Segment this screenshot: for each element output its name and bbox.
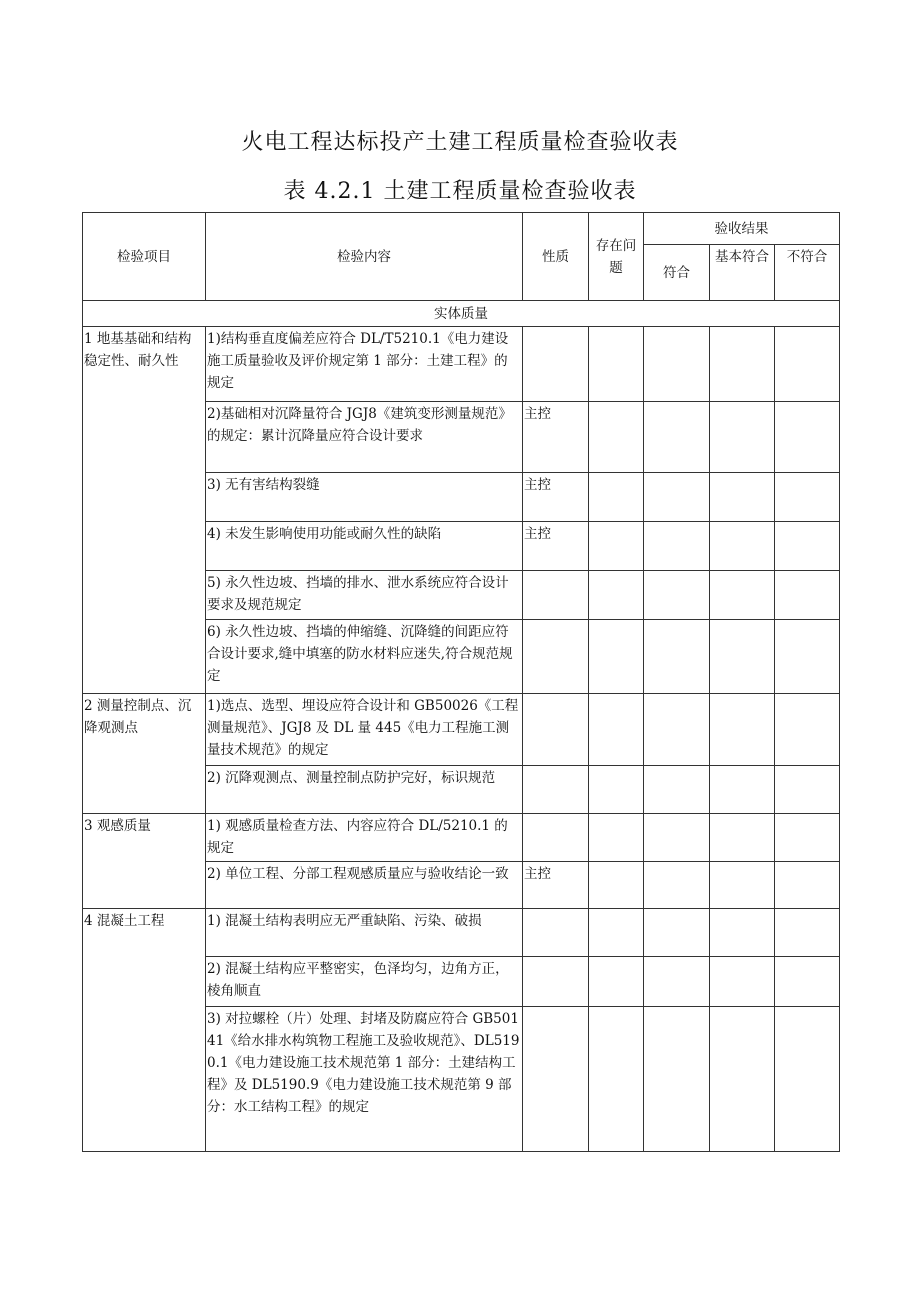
issues-cell[interactable] <box>589 327 644 402</box>
conform-cell[interactable] <box>644 327 710 402</box>
nonconform-cell[interactable] <box>775 522 840 571</box>
header-basic-conform: 基本符合 <box>710 245 775 301</box>
table-row <box>83 694 840 766</box>
issues-cell[interactable] <box>589 814 644 862</box>
basic-conform-cell[interactable] <box>710 473 775 522</box>
issues-cell[interactable] <box>589 909 644 957</box>
basic-conform-cell[interactable] <box>710 814 775 862</box>
conform-cell[interactable] <box>644 814 710 862</box>
inspection-content: 3) 对拉螺栓（片）处理、封堵及防腐应符合 GB50141《给水排水构筑物工程施工及验收规范》、DL5190.1《电力建设施工技术规范第 1 部分：土建结构工程》及 DL5190.9《电力建设施工技术规范第 9 部分：水工结构工程》的规定 <box>206 1007 523 1152</box>
nature-cell <box>523 571 589 620</box>
nature-cell <box>523 814 589 862</box>
header-result: 验收结果 <box>644 213 840 245</box>
issues-cell[interactable] <box>589 1007 644 1152</box>
nature-cell: 主控 <box>523 473 589 522</box>
issues-cell[interactable] <box>589 402 644 473</box>
issues-cell[interactable] <box>589 522 644 571</box>
nonconform-cell[interactable] <box>775 957 840 1007</box>
header-conform: 符合 <box>644 245 710 301</box>
conform-cell[interactable] <box>644 694 710 766</box>
conform-cell[interactable] <box>644 620 710 694</box>
form-title: 火电工程达标投产土建工程质量检查验收表 <box>241 130 679 155</box>
basic-conform-cell[interactable] <box>710 909 775 957</box>
basic-conform-cell[interactable] <box>710 522 775 571</box>
inspection-item: 3 观感质量 <box>83 814 206 909</box>
issues-cell[interactable] <box>589 571 644 620</box>
nonconform-cell[interactable] <box>775 473 840 522</box>
nature-cell: 主控 <box>523 402 589 473</box>
basic-conform-cell[interactable] <box>710 766 775 814</box>
inspection-table <box>82 212 840 1152</box>
nature-cell <box>523 1007 589 1152</box>
basic-conform-cell[interactable] <box>710 327 775 402</box>
basic-conform-cell[interactable] <box>710 620 775 694</box>
issues-cell[interactable] <box>589 766 644 814</box>
nature-cell: 主控 <box>523 862 589 909</box>
basic-conform-cell[interactable] <box>710 402 775 473</box>
conform-cell[interactable] <box>644 862 710 909</box>
conform-cell[interactable] <box>644 473 710 522</box>
inspection-item: 2 测量控制点、沉降观测点 <box>83 694 206 814</box>
header-issues: 存在问题 <box>589 213 644 301</box>
header-nonconform: 不符合 <box>775 245 840 301</box>
inspection-content: 1)结构垂直度偏差应符合 DL/T5210.1《电力建设施工质量验收及评价规定第 1 部分：土建工程》的规定 <box>206 327 523 402</box>
nonconform-cell[interactable] <box>775 402 840 473</box>
nonconform-cell[interactable] <box>775 620 840 694</box>
inspection-item: 1 地基基础和结构稳定性、耐久性 <box>83 327 206 694</box>
inspection-content: 4) 未发生影响使用功能或耐久性的缺陷 <box>206 522 523 571</box>
nature-cell <box>523 957 589 1007</box>
issues-cell[interactable] <box>589 957 644 1007</box>
basic-conform-cell[interactable] <box>710 571 775 620</box>
inspection-item: 4 混凝土工程 <box>83 909 206 1152</box>
nature-cell: 主控 <box>523 522 589 571</box>
conform-cell[interactable] <box>644 957 710 1007</box>
section-title: 实体质量 <box>83 301 840 327</box>
basic-conform-cell[interactable] <box>710 957 775 1007</box>
nonconform-cell[interactable] <box>775 1007 840 1152</box>
table-row <box>83 909 840 957</box>
nature-cell <box>523 620 589 694</box>
issues-cell[interactable] <box>589 862 644 909</box>
inspection-content: 6) 永久性边坡、挡墙的伸缩缝、沉降缝的间距应符合设计要求,缝中填塞的防水材料应迷失,符合规范规定 <box>206 620 523 694</box>
table-row <box>83 814 840 862</box>
inspection-content: 3) 无有害结构裂缝 <box>206 473 523 522</box>
conform-cell[interactable] <box>644 402 710 473</box>
header-content: 检验内容 <box>206 213 523 301</box>
basic-conform-cell[interactable] <box>710 862 775 909</box>
nonconform-cell[interactable] <box>775 814 840 862</box>
basic-conform-cell[interactable] <box>710 1007 775 1152</box>
header-nature: 性质 <box>523 213 589 301</box>
conform-cell[interactable] <box>644 522 710 571</box>
inspection-content: 2)基础相对沉降量符合 JGJ8《建筑变形测量规范》的规定：累计沉降量应符合设计要求 <box>206 402 523 473</box>
inspection-content: 2) 混凝土结构应平整密实，色泽均匀，边角方正，棱角顺直 <box>206 957 523 1007</box>
nonconform-cell[interactable] <box>775 694 840 766</box>
inspection-content: 2) 单位工程、分部工程观感质量应与验收结论一致 <box>206 862 523 909</box>
basic-conform-cell[interactable] <box>710 694 775 766</box>
table-row <box>83 327 840 402</box>
inspection-content: 1) 观感质量检查方法、内容应符合 DL/5210.1 的规定 <box>206 814 523 862</box>
nature-cell <box>523 766 589 814</box>
conform-cell[interactable] <box>644 909 710 957</box>
issues-cell[interactable] <box>589 694 644 766</box>
conform-cell[interactable] <box>644 1007 710 1152</box>
nonconform-cell[interactable] <box>775 862 840 909</box>
issues-cell[interactable] <box>589 620 644 694</box>
header-item: 检验项目 <box>83 213 206 301</box>
nonconform-cell[interactable] <box>775 571 840 620</box>
inspection-content: 1) 混凝土结构表明应无严重缺陷、污染、破损 <box>206 909 523 957</box>
nature-cell <box>523 694 589 766</box>
issues-cell[interactable] <box>589 473 644 522</box>
nonconform-cell[interactable] <box>775 327 840 402</box>
inspection-content: 5) 永久性边坡、挡墙的排水、泄水系统应符合设计要求及规范规定 <box>206 571 523 620</box>
nonconform-cell[interactable] <box>775 909 840 957</box>
inspection-content: 2) 沉降观测点、测量控制点防护完好，标识规范 <box>206 766 523 814</box>
inspection-content: 1)选点、选型、埋设应符合设计和 GB50026《工程测量规范》、JGJ8 及 DL 量 445《电力工程施工测量技术规范》的规定 <box>206 694 523 766</box>
nature-cell <box>523 909 589 957</box>
table-caption: 表 4.2.1 土建工程质量检查验收表 <box>283 179 637 204</box>
nonconform-cell[interactable] <box>775 766 840 814</box>
nature-cell <box>523 327 589 402</box>
conform-cell[interactable] <box>644 571 710 620</box>
conform-cell[interactable] <box>644 766 710 814</box>
